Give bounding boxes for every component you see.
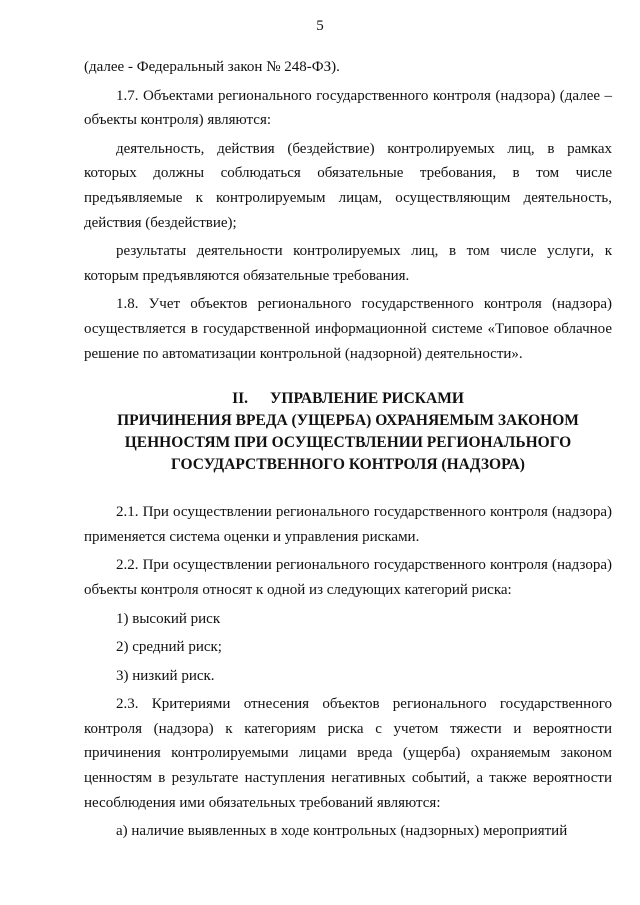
paragraph: 2.2. При осуществлении регионального государственного контроля (надзора) объекты контроля относят к одной из следующих категорий риска: — [84, 557, 612, 598]
paragraph: результаты деятельности контролируемых лиц, в том числе услуги, к которым предъявляются обязательные требования. — [84, 243, 612, 284]
paragraph: 1.7. Объектами регионального государственного контроля (надзора) (далее – объекты контроля) являются: — [84, 87, 612, 129]
section-heading — [84, 388, 612, 476]
section-title-line-1: УПРАВЛЕНИЕ РИСКАМИ — [270, 390, 464, 408]
section-heading-line-1 — [84, 388, 612, 410]
paragraphs-bottom — [84, 500, 612, 844]
document-body — [84, 55, 612, 844]
page-number: 5 — [316, 18, 324, 34]
section-title-line-3: ЦЕННОСТЯМ ПРИ ОСУЩЕСТВЛЕНИИ РЕГИОНАЛЬНОГО — [124, 434, 572, 452]
paragraph: 2) средний риск; — [116, 639, 222, 656]
paragraph: 2.3. Критериями отнесения объектов регионального государственного контроля (надзора) к категориям риска с учетом тяжести и вероятности причинения контролируемыми лицами вреда (ущерба) охраняемым законом ценностям в результате наступления негативных событий, а также вероятности несоблюдения ими обязательных требований являются: — [84, 696, 612, 811]
paragraph: деятельность, действия (бездействие) контролируемых лиц, в рамках которых должны соблюдаться обязательные требования, в том числе предъявляемые к контролируемым лицам, осуществляющим деятельность, действия (бездействие); — [84, 140, 612, 231]
paragraphs-top — [84, 55, 612, 366]
section-title-line-4: ГОСУДАРСТВЕННОГО КОНТРОЛЯ (НАДЗОРА) — [171, 456, 525, 474]
paragraph: а) наличие выявленных в ходе контрольных (надзорных) мероприятий — [116, 823, 568, 840]
section-number: II. — [232, 390, 249, 408]
paragraph: 1.8. Учет объектов регионального государственного контроля (надзора) осуществляется в государственной информационной системе «Типовое облачное решение по автоматизации контрольной (надзорной) деятельности». — [84, 296, 612, 362]
section-title-line-2: ПРИЧИНЕНИЯ ВРЕДА (УЩЕРБА) ОХРАНЯЕМЫМ ЗАКОНОМ — [117, 412, 579, 430]
paragraph: (далее - Федеральный закон № 248-ФЗ). — [84, 59, 340, 75]
paragraph: 3) низкий риск. — [116, 667, 215, 684]
paragraph: 2.1. При осуществлении регионального государственного контроля (надзора) применяется система оценки и управления рисками. — [84, 504, 612, 545]
paragraph: 1) высокий риск — [116, 610, 221, 627]
